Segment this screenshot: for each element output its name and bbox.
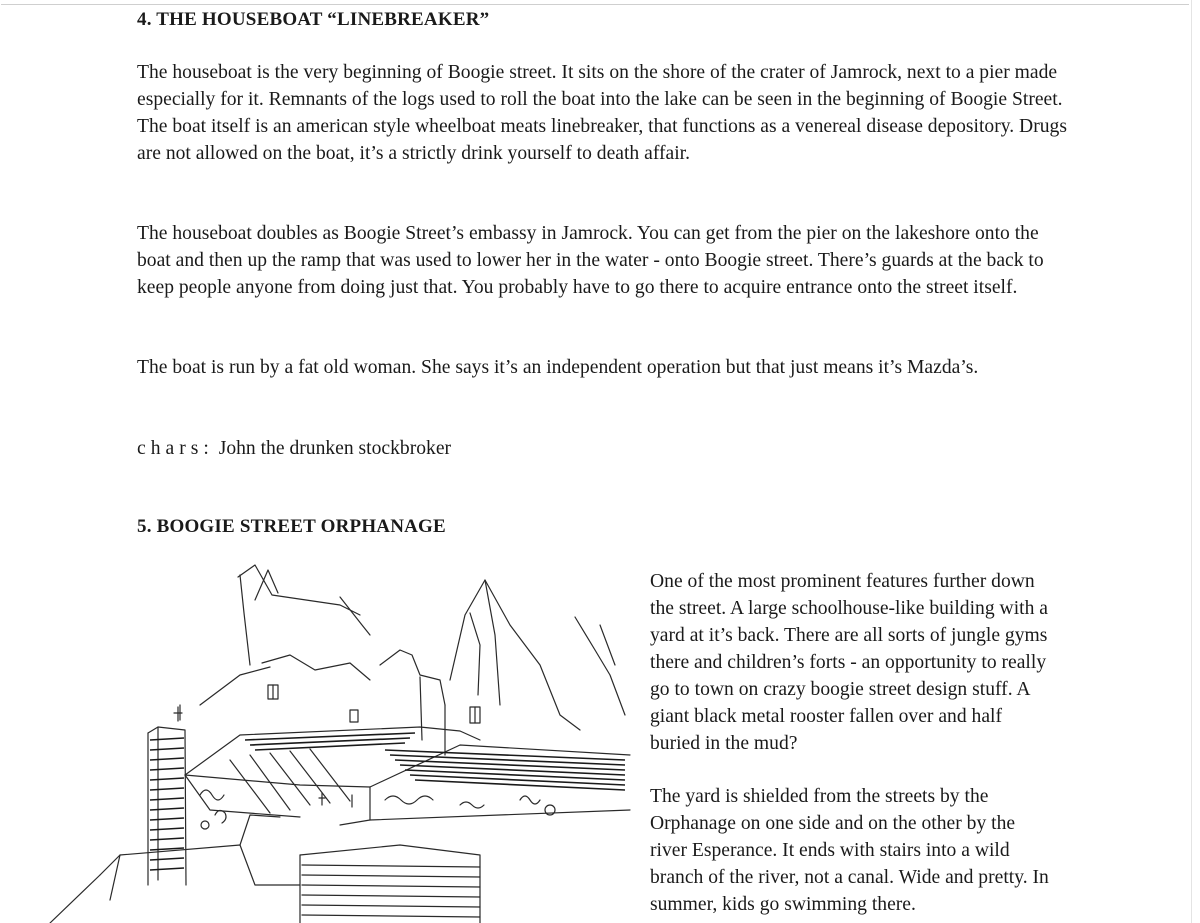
page-edge [1191, 0, 1192, 923]
orphanage-sketch [40, 555, 640, 923]
section-4-paragraph-3: The boat is run by a fat old woman. She says it’s an independent operation but that just means it’s Mazda’s. [137, 357, 979, 378]
orphanage-paragraph-2: The yard is shielded from the streets by the Orphanage on one side and on the other by the river Esperance. It ends with stairs into a wild branch of the river, not a canal. Wide and pretty. In summer, kids go swimming there. [650, 786, 1049, 915]
section-4-paragraph-1: The houseboat is the very beginning of Boogie street. It sits on the shore of the crater of Jamrock, next to a pier made especially for it. Remnants of the logs used to roll the boat into the lake can be seen in the beginning of Boogie Street. The boat itself is an american style wheelboat meats linebreaker, that functions as a venereal disease depository. Drugs are not allowed on the boat, it’s a strictly drink yourself to death affair. [137, 62, 1067, 164]
section-4-heading: 4. THE HOUSEBOAT “LINEBREAKER” [137, 9, 490, 30]
section-5-heading: 5. BOOGIE STREET ORPHANAGE [137, 516, 446, 537]
characters-value: John the drunken stockbroker [218, 438, 452, 459]
characters-label: chars: [137, 438, 214, 459]
top-divider [1, 4, 1189, 5]
section-4-paragraph-2: The houseboat doubles as Boogie Street’s embassy in Jamrock. You can get from the pier on the lakeshore onto the boat and then up the ramp that was used to lower her in the water - onto Boogie street. There’s guards at the back to keep people anyone from doing just that. You probably have to go there to acquire entrance onto the street itself. [137, 223, 1044, 298]
characters-line [137, 435, 1072, 462]
orphanage-paragraph-1: One of the most prominent features further down the street. A large schoolhouse-like building with a yard at it’s back. There are all sorts of jungle gyms there and children’s forts - an opportunity to really go to town on crazy boogie street design stuff. A giant black metal rooster fallen over and half buried in the mud? [650, 571, 1048, 754]
